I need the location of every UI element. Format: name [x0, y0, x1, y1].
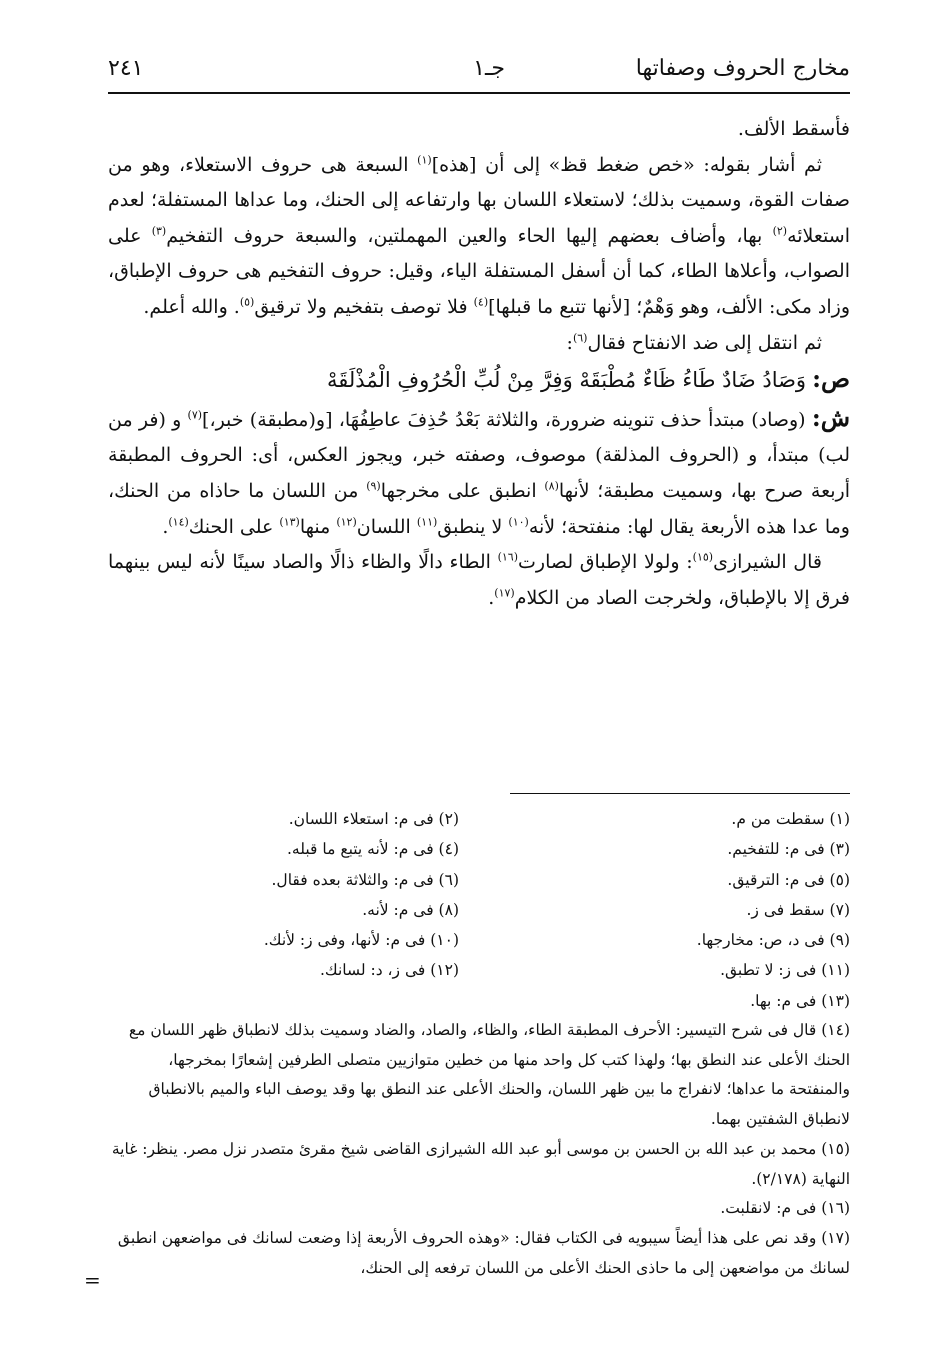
footnote-long-list — [108, 1016, 850, 1283]
footnote-ref: (٦) — [572, 331, 588, 345]
footnote-ref: (١٢) — [336, 515, 357, 529]
header-volume: جـ١ — [473, 56, 505, 81]
footnote-3: (٣) فى م: للتفخيم. — [727, 840, 850, 859]
footnote-8: (٨) فى م: لأنه. — [362, 900, 459, 919]
footnote-6: (٦) فى م: والثلاثة بعده فقال. — [271, 870, 459, 889]
footnote-17: (١٧) وقد نص على هذا أيضاً سيبويه فى الكتاب فقال: «وهذه الحروف الأربعة إذا وضعت لسانك فى مواضعهن انطبق لسانك من مواضعهن إلى ما حاذى الحنك الأعلى من اللسان ترفعه إلى الحنك، — [117, 1229, 850, 1277]
footnote-7: (٧) سقط فى ز. — [746, 900, 850, 919]
footnote-ref: (١٦) — [497, 550, 519, 564]
footnote-ref: (١٤) — [168, 515, 189, 529]
footnote-ref: (١) — [417, 153, 432, 167]
footnote-16: (١٦) فى م: لانقلبت. — [720, 1199, 850, 1218]
paragraph-istila: ثم أشار بقوله: «خص ضغط قظ» إلى أن [هذه]$^{(١)}$ السبعة هى حروف الاستعلاء، وهو من صفات القوة، وسميت بذلك؛ لاستعلاء اللسان بها وارتفاعه إلى الحنك، وما عداها المستفلة؛ لعدم استعلائه$^{(٢)}$ بها، وأضاف بعضهم إليها الحاء والعين المهملتين، والسبعة حروف التفخيم$^{(٣)}$ على الصواب، وأعلاها الطاء، كما أن أسفل المستفلة الياء، وقيل: حروف التفخيم هى حروف الإطباق، وزاد مكى: الألف، وهو وَهْمٌ؛ [لأنها تتبع ما قبلها]$^{(٤)}$ فلا توصف بتفخيم ولا ترقيق$^{(٥)}$. والله أعلم. — [108, 153, 850, 318]
footnote-ref: (٧) — [187, 408, 203, 422]
footnote-1: (١) سقطت من م. — [731, 810, 850, 828]
paragraph-transition: ثم انتقل إلى ضد الانفتاح فقال$^{(٦)}$: — [566, 331, 822, 354]
footnote-4: (٤) فى م: لأنه يتبع ما قبله. — [286, 840, 459, 859]
footnote-grid — [108, 804, 850, 1016]
paragraph-shirazi: قال الشيرازى$^{(١٥)}$: ولولا الإطباق لصارت$^{(١٦)}$ الطاء دالًا والظاء ذالًا والصاد سينًا لأنه ليس بينهما فرق إلا بالإطباق، ولخرجت الصاد من الكلام$^{(١٧)}$. — [108, 550, 850, 609]
footnote-ref: (٩) — [366, 479, 381, 493]
footnote-ref: (١٣) — [279, 515, 300, 529]
footnote-14: (١٤) قال فى شرح التيسير: الأحرف المطبقة الطاء، والظاء، والصاد، والضاد وسميت بذلك لانطباق ظهر اللسان مع الحنك الأعلى عند النطق بها؛ ولهذا كتب كل واحد منها من خطين متوازيين متصلى الطرفين إشعارًا بمخرجها، والمنفتحة ما عداها؛ لانفراج ما بين ظهر اللسان، والحنك الأعلى عند النطق بها وقد يوصف الباء والميم بالانطباق لانطباق الشفتين بهما. — [128, 1021, 850, 1129]
header-rule — [108, 92, 850, 94]
footnote-ref: (٣) — [151, 224, 167, 238]
verse-marker: ص: — [812, 364, 850, 394]
footnote-10: (١٠) فى م: لأنها، وفى ز: لأنك. — [263, 931, 459, 950]
footnote-ref: (١١) — [416, 515, 438, 529]
footnote-ref: (٤) — [473, 295, 489, 309]
commentary-marker: ش: — [811, 402, 850, 432]
verse-text: وَصَادُ ضَادٌ طَاءُ ظَاءٌ مُطْبَقَهْ وَفِرَّ مِنْ لُبِّ الْحُرُوفِ الْمُذْلَقَهْ — [327, 368, 807, 393]
footnote-15: (١٥) محمد بن عبد الله بن الحسن بن موسى أبو عبد الله الشيرازى القاضى شيخ مقرئ متصدر نزل مصر. ينظر: غاية النهاية (٢/١٧٨). — [111, 1139, 850, 1188]
paragraph-opening: فأسقط الألف. — [737, 118, 850, 140]
verse-line — [108, 361, 850, 400]
footnote-11: (١١) فى ز: لا تطبق. — [720, 961, 850, 980]
footnote-5: (٥) فى م: الترقيق. — [727, 870, 850, 889]
footnote-ref: (٥) — [239, 295, 255, 309]
footnote-separator — [510, 793, 850, 794]
running-header — [108, 50, 850, 90]
margin-mark: = — [84, 1268, 101, 1292]
footnote-ref: (٢) — [772, 224, 788, 238]
footnote-9: (٩) فى د، ص: مخارجها. — [696, 931, 850, 950]
page-number: ٢٤١ — [108, 56, 144, 81]
header-title: مخارج الحروف وصفاتها — [635, 56, 850, 81]
footnotes — [108, 804, 850, 1283]
footnote-ref: (١٠) — [508, 515, 529, 529]
footnote-ref: (١٧) — [494, 586, 515, 600]
footnote-13: (١٣) فى م: بها. — [750, 991, 850, 1010]
footnote-2: (٢) فى م: استعلاء اللسان. — [288, 810, 459, 828]
main-text — [108, 112, 850, 616]
footnote-ref: (١٥) — [692, 550, 714, 564]
footnote-ref: (٨) — [544, 479, 559, 493]
footnote-12: (١٢) فى ز، د: لسانك. — [320, 961, 459, 980]
paragraph-commentary: ش: (وصاد) مبتدأ حذف تنوينه ضرورة، والثلاثة بَعْدُ حُذِفَ عاطِفُهَا، [و(مطبقة) خبر،]$^{(٧)}$ و (فر من لب) مبتدأ، و (الحروف المذلقة) موصوف، وصفته خبر، ويجوز العكس، أى: الحروف المطبقة أربعة صرح بها، وسميت مطبقة؛ لأنها$^{(٨)}$ انطبق على مخرجها$^{(٩)}$ من اللسان ما حاذاه من الحنك، وما عدا هذه الأربعة يقال لها: منفتحة؛ لأنه$^{(١٠)}$ لا ينطبق$^{(١١)}$ اللسان$^{(١٢)}$ منها$^{(١٣)}$ على الحنك$^{(١٤)}$. — [108, 402, 850, 538]
